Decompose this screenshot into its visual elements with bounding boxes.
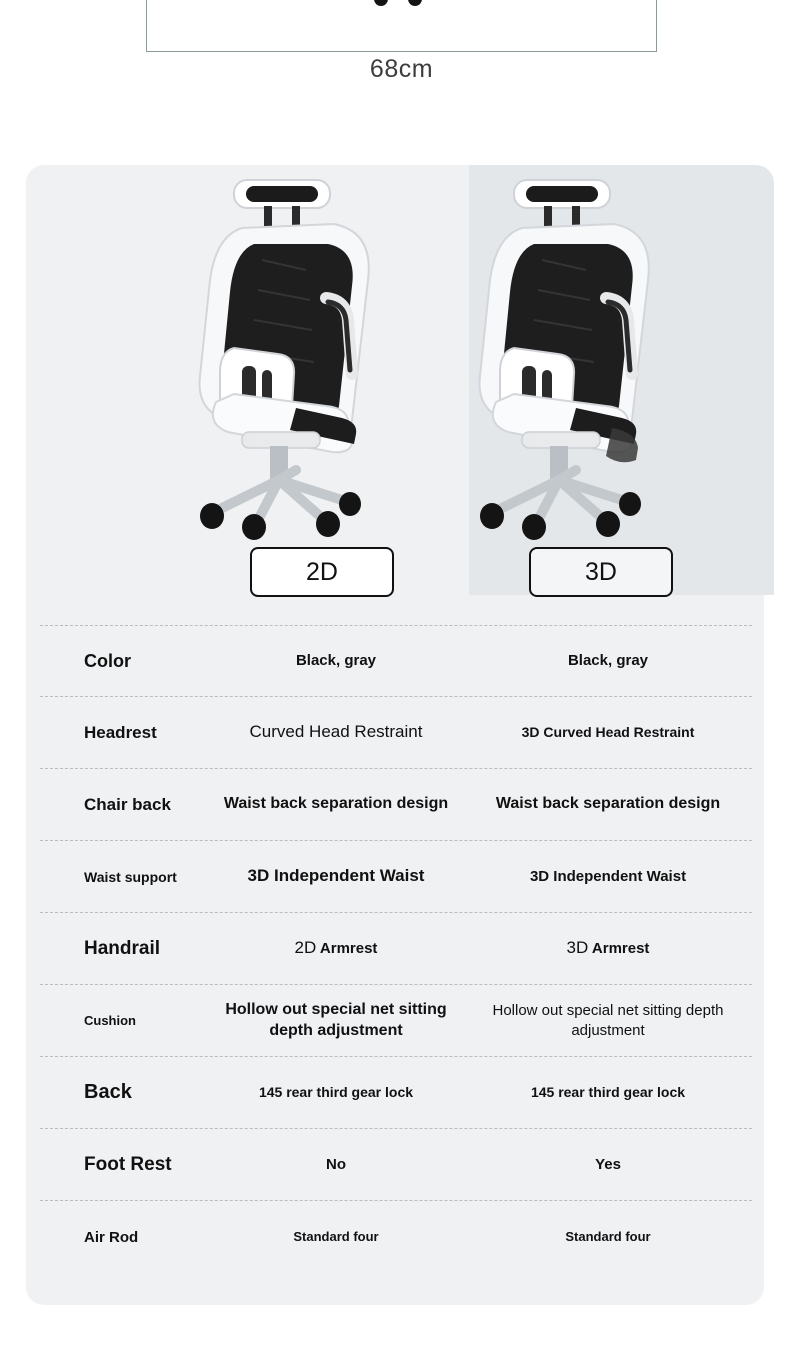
dimension-label: 68cm: [369, 55, 434, 83]
chair-illustration-2d: [146, 170, 446, 540]
spec-value-back-3d: 145 rear third gear lock: [530, 1084, 686, 1101]
spec-value-chair-back-2d: Waist back separation design: [223, 795, 449, 813]
spec-label-waist-support: Waist support: [84, 868, 177, 885]
chair-image-3d: [426, 170, 726, 540]
spec-value-back-2d: 145 rear third gear lock: [258, 1084, 414, 1101]
dimension-tick-left: [146, 0, 147, 52]
handrail-2d-suffix: Armrest: [319, 940, 378, 958]
table-row: [40, 1129, 752, 1201]
dimension-rule: [146, 51, 657, 52]
spec-value-waist-support-3d: 3D Independent Waist: [529, 867, 687, 885]
spec-value-headrest-2d: Curved Head Restraint: [249, 722, 423, 742]
spec-value-air-rod-2d: Standard four: [293, 1228, 379, 1244]
spec-label-color: Color: [84, 650, 131, 671]
table-row: [40, 1057, 752, 1129]
badge-2d[interactable]: 2D: [250, 547, 394, 597]
dimension-band: [0, 0, 790, 110]
product-images: [26, 170, 764, 550]
spec-value-cushion-2d: Hollow out special net sitting depth adjustment: [225, 1000, 447, 1039]
table-row: [40, 841, 752, 913]
spec-label-back: Back: [84, 1081, 132, 1103]
dimension-measure-line: [146, 0, 657, 83]
handrail-2d-prefix: 2D: [294, 938, 317, 958]
spec-comparison-table: [40, 625, 752, 1273]
spec-label-foot-rest: Foot Rest: [84, 1153, 172, 1175]
table-row: [40, 769, 752, 841]
dimension-tick-right: [656, 0, 657, 52]
table-row: [40, 913, 752, 985]
spec-value-handrail-2d: [200, 937, 472, 959]
spec-value-headrest-3d: 3D Curved Head Restraint: [521, 724, 695, 741]
table-row: [40, 625, 752, 697]
spec-label-cushion: Cushion: [84, 1013, 136, 1028]
spec-value-cushion-3d: Hollow out special net sitting depth adjustment: [492, 1002, 724, 1039]
variant-badges: [26, 547, 764, 599]
spec-value-foot-rest-2d: No: [326, 1155, 346, 1173]
comparison-card: [26, 165, 764, 1305]
spec-label-chair-back: Chair back: [84, 794, 171, 814]
spec-label-air-rod: Air Rod: [84, 1228, 139, 1246]
spec-label-handrail: Handrail: [84, 937, 161, 959]
handrail-3d-suffix: Armrest: [591, 940, 650, 958]
spec-value-foot-rest-3d: Yes: [595, 1155, 621, 1173]
spec-value-chair-back-3d: Waist back separation design: [495, 795, 721, 813]
chair-illustration-3d: [426, 170, 726, 540]
spec-value-waist-support-2d: 3D Independent Waist: [247, 866, 425, 886]
table-row: [40, 1201, 752, 1273]
spec-value-color-2d: Black, gray: [295, 652, 377, 670]
spec-value-handrail-3d: [472, 937, 752, 959]
table-row: [40, 985, 752, 1057]
table-row: [40, 697, 752, 769]
badge-3d[interactable]: 3D: [529, 547, 673, 597]
spec-value-color-3d: Black, gray: [567, 652, 649, 670]
spec-value-air-rod-3d: Standard four: [565, 1228, 651, 1244]
spec-label-headrest: Headrest: [84, 722, 157, 742]
handrail-3d-prefix: 3D: [566, 938, 589, 958]
chair-image-2d: [146, 170, 446, 540]
